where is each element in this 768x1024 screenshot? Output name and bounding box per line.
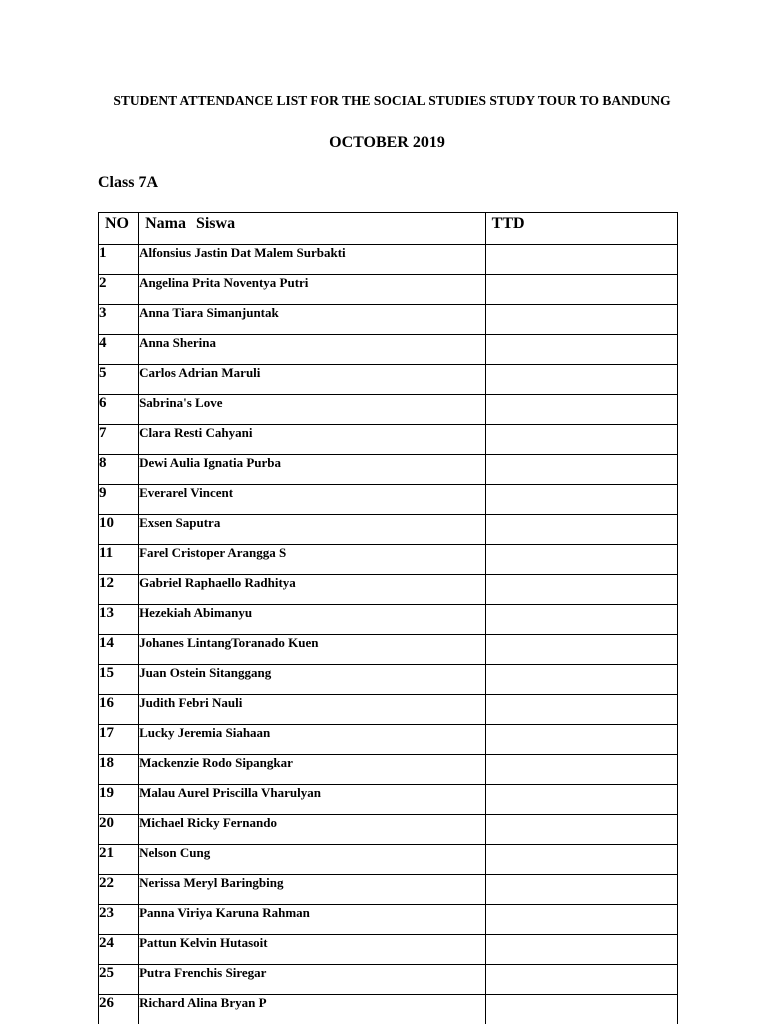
table-row — [99, 365, 678, 395]
header-name — [139, 213, 486, 245]
signature-cell[interactable] — [485, 695, 677, 725]
table-row — [99, 485, 678, 515]
table-row — [99, 305, 678, 335]
signature-cell[interactable] — [485, 485, 677, 515]
row-number: 21 — [99, 845, 139, 875]
signature-cell[interactable] — [485, 395, 677, 425]
row-number: 9 — [99, 485, 139, 515]
row-number: 7 — [99, 425, 139, 455]
signature-cell[interactable] — [485, 365, 677, 395]
student-name: Panna Viriya Karuna Rahman — [139, 905, 486, 935]
student-name: Dewi Aulia Ignatia Purba — [139, 455, 486, 485]
table-row — [99, 515, 678, 545]
table-row — [99, 545, 678, 575]
table-row — [99, 275, 678, 305]
table-row — [99, 815, 678, 845]
student-name: Farel Cristoper Arangga S — [139, 545, 486, 575]
signature-cell[interactable] — [485, 785, 677, 815]
row-number: 16 — [99, 695, 139, 725]
signature-cell[interactable] — [485, 545, 677, 575]
row-number: 19 — [99, 785, 139, 815]
row-number: 11 — [99, 545, 139, 575]
table-row — [99, 965, 678, 995]
table-row — [99, 665, 678, 695]
student-name: Anna Sherina — [139, 335, 486, 365]
table-row — [99, 245, 678, 275]
row-number: 24 — [99, 935, 139, 965]
table-row — [99, 935, 678, 965]
table-row — [99, 455, 678, 485]
table-row — [99, 995, 678, 1024]
signature-cell[interactable] — [485, 635, 677, 665]
student-name: Pattun Kelvin Hutasoit — [139, 935, 486, 965]
attendance-table — [98, 212, 678, 1024]
row-number: 18 — [99, 755, 139, 785]
table-row — [99, 425, 678, 455]
student-name: Judith Febri Nauli — [139, 695, 486, 725]
signature-cell[interactable] — [485, 335, 677, 365]
row-number: 4 — [99, 335, 139, 365]
row-number: 23 — [99, 905, 139, 935]
student-name: Malau Aurel Priscilla Vharulyan — [139, 785, 486, 815]
row-number: 12 — [99, 575, 139, 605]
row-number: 6 — [99, 395, 139, 425]
signature-cell[interactable] — [485, 815, 677, 845]
row-number: 26 — [99, 995, 139, 1024]
signature-cell[interactable] — [485, 455, 677, 485]
document-date: OCTOBER 2019 — [329, 134, 445, 151]
signature-cell[interactable] — [485, 725, 677, 755]
signature-cell[interactable] — [485, 425, 677, 455]
signature-cell[interactable] — [485, 755, 677, 785]
table-row — [99, 905, 678, 935]
student-name: Johanes LintangToranado Kuen — [139, 635, 486, 665]
signature-cell[interactable] — [485, 275, 677, 305]
student-name: Juan Ostein Sitanggang — [139, 665, 486, 695]
table-row — [99, 785, 678, 815]
table-row — [99, 635, 678, 665]
signature-cell[interactable] — [485, 605, 677, 635]
student-name: Lucky Jeremia Siahaan — [139, 725, 486, 755]
row-number: 10 — [99, 515, 139, 545]
student-name: Everarel Vincent — [139, 485, 486, 515]
table-row — [99, 575, 678, 605]
signature-cell[interactable] — [485, 905, 677, 935]
student-name: Putra Frenchis Siregar — [139, 965, 486, 995]
student-name: Carlos Adrian Maruli — [139, 365, 486, 395]
signature-cell[interactable] — [485, 965, 677, 995]
table-row — [99, 875, 678, 905]
student-name: Sabrina's Love — [139, 395, 486, 425]
class-label: Class 7A — [98, 174, 159, 191]
student-name: Michael Ricky Fernando — [139, 815, 486, 845]
table-row — [99, 335, 678, 365]
signature-cell[interactable] — [485, 575, 677, 605]
header-name-label: Nama Siswa — [145, 215, 236, 232]
attendance-rows — [99, 245, 678, 1024]
table-row — [99, 605, 678, 635]
row-number: 20 — [99, 815, 139, 845]
signature-cell[interactable] — [485, 995, 677, 1024]
header-no: NO — [99, 213, 139, 245]
student-name: Nerissa Meryl Baringbing — [139, 875, 486, 905]
table-row — [99, 395, 678, 425]
row-number: 22 — [99, 875, 139, 905]
student-name: Angelina Prita Noventya Putri — [139, 275, 486, 305]
row-number: 5 — [99, 365, 139, 395]
student-name: Gabriel Raphaello Radhitya — [139, 575, 486, 605]
signature-cell[interactable] — [485, 845, 677, 875]
document-title: STUDENT ATTENDANCE LIST FOR THE SOCIAL STUDIES STUDY TOUR TO BANDUNG — [113, 93, 671, 108]
row-number: 3 — [99, 305, 139, 335]
signature-cell[interactable] — [485, 875, 677, 905]
row-number: 13 — [99, 605, 139, 635]
signature-cell[interactable] — [485, 305, 677, 335]
row-number: 25 — [99, 965, 139, 995]
table-header-row — [99, 213, 678, 245]
student-name: Anna Tiara Simanjuntak — [139, 305, 486, 335]
signature-cell[interactable] — [485, 935, 677, 965]
row-number: 17 — [99, 725, 139, 755]
student-name: Mackenzie Rodo Sipangkar — [139, 755, 486, 785]
table-row — [99, 845, 678, 875]
student-name: Richard Alina Bryan P — [139, 995, 486, 1024]
student-name: Alfonsius Jastin Dat Malem Surbakti — [139, 245, 486, 275]
table-row — [99, 695, 678, 725]
row-number: 8 — [99, 455, 139, 485]
student-name: Nelson Cung — [139, 845, 486, 875]
row-number: 14 — [99, 635, 139, 665]
header-ttd: TTD — [485, 213, 677, 245]
signature-cell[interactable] — [485, 245, 677, 275]
table-row — [99, 755, 678, 785]
signature-cell[interactable] — [485, 515, 677, 545]
student-name: Hezekiah Abimanyu — [139, 605, 486, 635]
row-number: 15 — [99, 665, 139, 695]
signature-cell[interactable] — [485, 665, 677, 695]
student-name: Clara Resti Cahyani — [139, 425, 486, 455]
row-number: 1 — [99, 245, 139, 275]
table-row — [99, 725, 678, 755]
student-name: Exsen Saputra — [139, 515, 486, 545]
row-number: 2 — [99, 275, 139, 305]
